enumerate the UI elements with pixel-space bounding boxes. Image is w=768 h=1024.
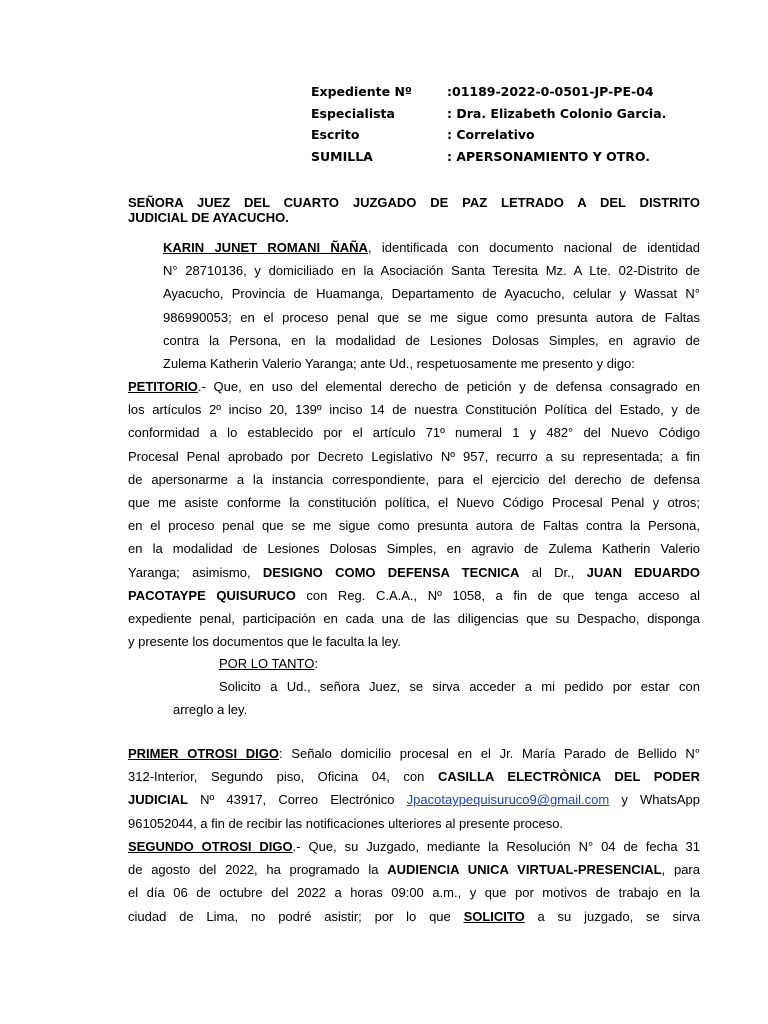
- lawyer-name-part2: PACOTAYPE QUISURUCO: [128, 587, 296, 603]
- petitorio-line: expediente penal, participación en cada una de las diligencias que su Despacho, disponga: [128, 610, 700, 626]
- petitorio-line: [128, 375, 700, 398]
- primer-otrosi-text: : Señalo domicilio procesal en el Jr. María Parado de Bellido N°: [279, 746, 700, 761]
- segundo-otrosi-line: [128, 835, 700, 858]
- por-lo-tanto-line: [219, 652, 419, 675]
- petitorio-text: Yaranga; asimismo,: [128, 564, 263, 580]
- petitorio-line: en la modalidad de Lesiones Dolosas Simples, en agravio de Zulema Katherin Valerio: [128, 541, 700, 557]
- addressee-line-1: SEÑORA JUEZ DEL CUARTO JUZGADO DE PAZ LETRADO A DEL DISTRITO: [128, 195, 700, 210]
- summary-row: [311, 150, 666, 172]
- solicito-label: SOLICITO: [463, 908, 525, 924]
- request-line: Solicito a Ud., señora Juez, se sirva acceder a mi pedido por estar con: [219, 679, 700, 694]
- segundo-otrosi-text: ciudad de Lima, no podré asistir; por lo que: [128, 908, 464, 924]
- specialist-label: Especialista: [311, 105, 395, 121]
- intro-line: Zulema Katherin Valerio Yaranga; ante Ud., respetuosamente me presento y digo:: [163, 355, 635, 371]
- case-number-label: Expediente Nº: [311, 84, 412, 99]
- petitorio-heading: PETITORIO: [128, 379, 198, 394]
- hearing-label: AUDIENCIA UNICA VIRTUAL-PRESENCIAL: [387, 862, 662, 878]
- primer-otrosi-heading: PRIMER OTROSI DIGO: [128, 746, 280, 761]
- primer-otrosi-line: [128, 765, 700, 788]
- intro-line: Ayacucho, Provincia de Huamanga, Departamento de Ayacucho, celular y Wassat N°: [163, 286, 700, 302]
- lawyer-name-part1: JUAN EDUARDO: [586, 564, 700, 580]
- segundo-otrosi-line: [128, 905, 700, 928]
- por-lo-tanto-colon: :: [314, 656, 318, 671]
- petitorio-line: de apersonarme a la instancia correspondiente, para el ejercicio del derecho de defensa: [128, 471, 700, 487]
- segundo-otrosi-text: , para: [661, 862, 700, 878]
- petitorio-line: Procesal Penal aprobado por Decreto Legislativo Nº 957, recurro a su representada; a fin: [128, 448, 700, 464]
- petitorio-line: [128, 561, 700, 584]
- segundo-otrosi-paragraph: [128, 835, 700, 928]
- email-link[interactable]: Jpacotaypequisuruco9@gmail.com: [406, 792, 610, 808]
- petitorio-line: conformidad a lo establecido por el artículo 71º numeral 1 y 482° del Nuevo Código: [128, 425, 700, 441]
- specialist-row: [311, 107, 666, 129]
- por-lo-tanto-heading: POR LO TANTO: [219, 656, 315, 671]
- petitorio-line: [128, 584, 700, 607]
- electronic-box-label: CASILLA ELECTRÒNICA DEL PODER: [437, 769, 700, 785]
- petitorio-text: con Reg. C.A.A., Nº 1058, a fin de que tenga acceso al: [295, 587, 700, 603]
- por-lo-tanto-heading-block: [219, 652, 419, 675]
- intro-paragraph: [163, 236, 700, 375]
- petitorio-text: .- Que, en uso del elemental derecho de petición y de defensa consagrado en: [197, 379, 700, 394]
- segundo-otrosi-heading: SEGUNDO OTROSI DIGO: [128, 839, 293, 854]
- intro-line: 986990053; en el proceso penal que se me sigue como presunta autora de Faltas: [163, 309, 700, 325]
- intro-line: contra la Persona, en la modalidad de Lesiones Dolosas Simples, en agravio de: [163, 332, 700, 348]
- brief-type-value: : Correlativo: [447, 127, 535, 143]
- segundo-otrosi-line: [128, 858, 700, 881]
- intro-line: [163, 236, 700, 259]
- brief-type-row: [311, 128, 666, 150]
- request-line: arreglo a ley.: [173, 702, 248, 717]
- summary-label: SUMILLA: [311, 148, 373, 164]
- segundo-otrosi-text: de agosto del 2022, ha programado la: [128, 862, 388, 878]
- primer-otrosi-text: Nº 43917, Correo Electrónico: [187, 792, 407, 808]
- specialist-value: : Dra. Elizabeth Colonio Garcia.: [447, 105, 667, 121]
- request-paragraph: [219, 675, 700, 698]
- petitioner-name: KARIN JUNET ROMANI ÑAÑA: [163, 240, 368, 255]
- petitorio-line: que me asiste conforme la constitución política, el Nuevo Código Procesal Penal y otros;: [128, 494, 700, 510]
- intro-text: , identificada con documento nacional de identidad: [367, 240, 700, 255]
- case-header: [311, 85, 666, 171]
- primer-otrosi-paragraph: [128, 742, 700, 835]
- petitorio-line: en el proceso penal que se me sigue como presunta autora de Faltas contra la Persona,: [128, 518, 700, 534]
- summary-value: : APERSONAMIENTO Y OTRO.: [447, 148, 650, 164]
- petitorio-line: y presente los documentos que le faculta la ley.: [128, 634, 401, 650]
- primer-otrosi-line: [128, 788, 700, 811]
- case-number-row: [311, 85, 666, 107]
- primer-otrosi-line: [128, 742, 700, 765]
- request-paragraph-end: [173, 698, 473, 721]
- brief-type-label: Escrito: [311, 127, 360, 143]
- segundo-otrosi-text: .- Que, su Juzgado, mediante la Resolución N° 04 de fecha 31: [292, 839, 700, 854]
- case-number-value: :01189-2022-0-0501-JP-PE-04: [447, 84, 654, 99]
- intro-line: N° 28710136, y domiciliado en la Asociación Santa Teresita Mz. A Lte. 02-Distrito de: [163, 263, 700, 279]
- segundo-otrosi-text: a su juzgado, se sirva: [524, 908, 700, 924]
- judicial-label: JUDICIAL: [128, 792, 188, 808]
- addressee: [128, 195, 700, 225]
- petitorio-line: los artículos 2º inciso 20, 139º inciso 14 de nuestra Constitución Política del Estado, y de: [128, 402, 700, 418]
- segundo-otrosi-line: el día 06 de octubre del 2022 a horas 09:00 a.m., y que por motivos de trabajo en la: [128, 885, 700, 901]
- primer-otrosi-text: 312-Interior, Segundo piso, Oficina 04, con: [128, 769, 438, 785]
- petitorio-paragraph: [128, 375, 700, 653]
- primer-otrosi-line: 961052044, a fin de recibir las notificaciones ulteriores al presente proceso.: [128, 815, 564, 831]
- defense-designation: DESIGNO COMO DEFENSA TECNICA: [262, 564, 520, 580]
- addressee-line-2: JUDICIAL DE AYACUCHO.: [128, 210, 289, 225]
- primer-otrosi-text: y WhatsApp: [609, 792, 700, 808]
- petitorio-text: al Dr.,: [519, 564, 587, 580]
